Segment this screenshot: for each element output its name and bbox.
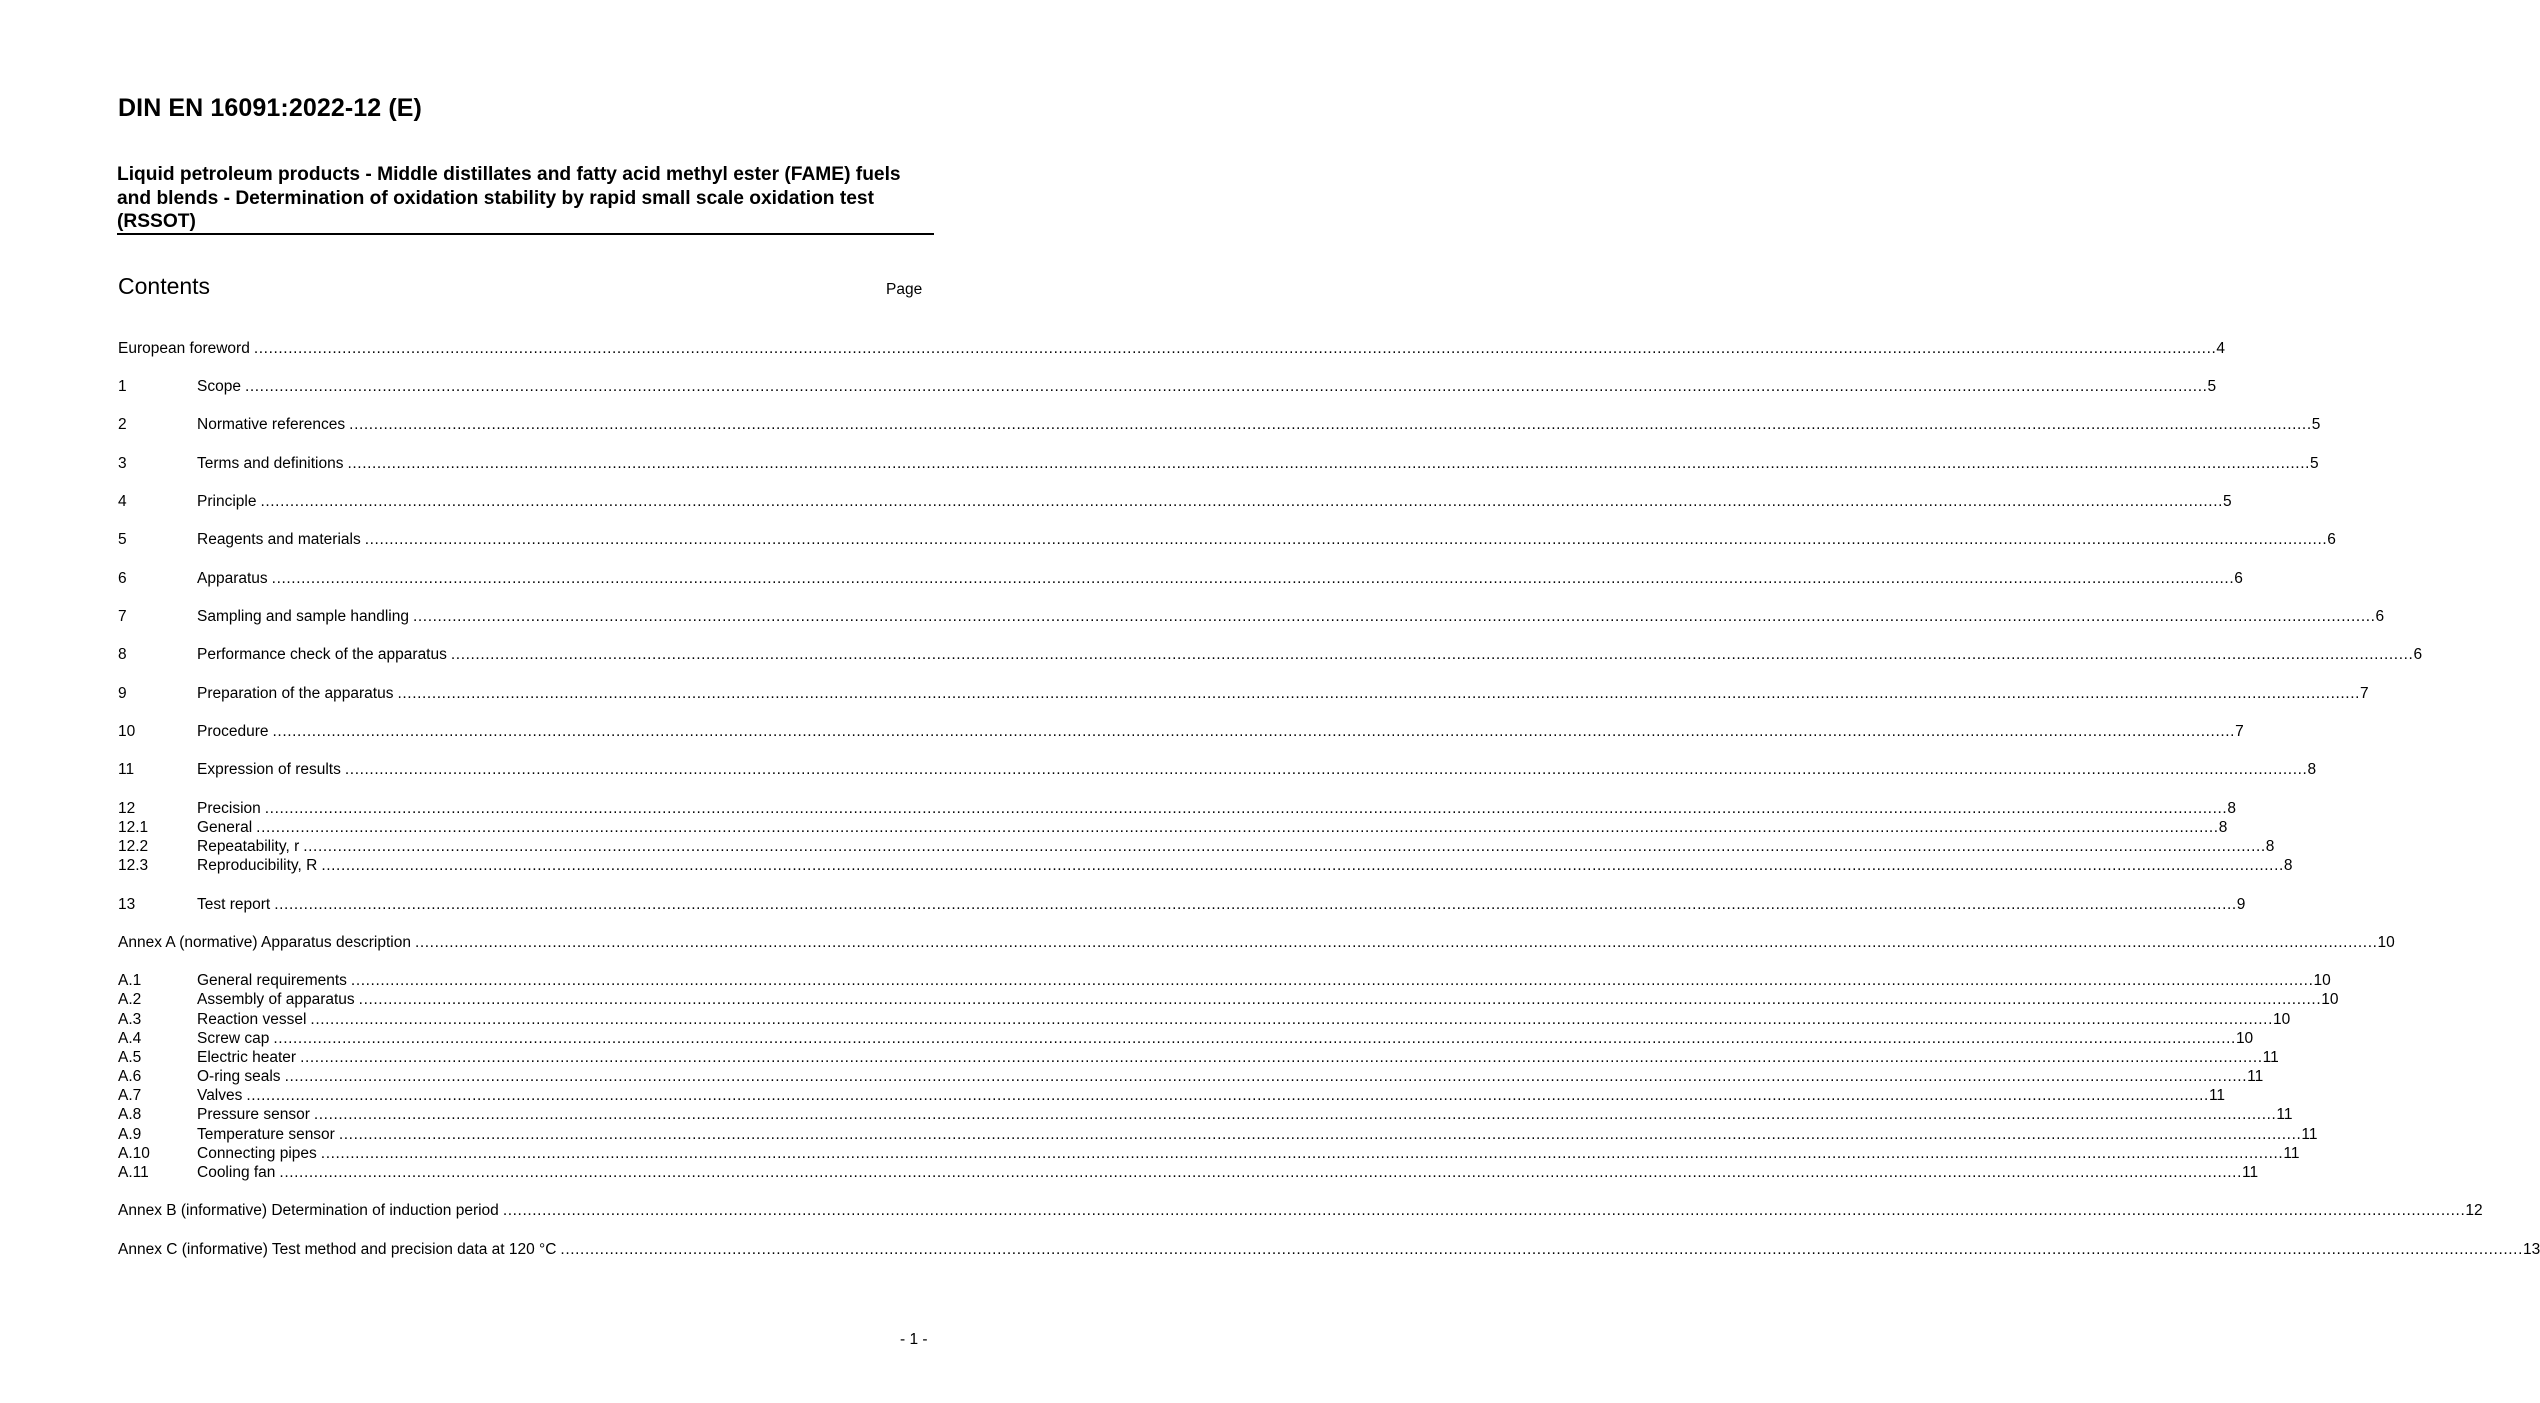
toc-entry-page: 11 <box>2283 1145 2300 1162</box>
toc-entry[interactable] <box>118 530 2336 550</box>
toc-entry[interactable] <box>118 1144 2300 1164</box>
toc-entry-number: 11 <box>118 761 135 778</box>
toc-dot-leader: ................................................................................................................................................................................................................................................................................................................................................................................................................ <box>279 1164 2242 1181</box>
toc-dot-leader: ................................................................................................................................................................................................................................................................................................................................................................................................................ <box>397 685 2361 702</box>
toc-dot-leader: ................................................................................................................................................................................................................................................................................................................................................................................................................ <box>338 1126 2302 1143</box>
toc-entry-page: 6 <box>2413 646 2423 663</box>
toc-entry-title: Annex B (informative) Determination of induction period <box>118 1202 499 1219</box>
toc-entry-title: Normative references <box>197 416 346 433</box>
toc-entry-page: 11 <box>2301 1126 2318 1143</box>
toc-entry-page: 7 <box>2360 685 2369 702</box>
toc-entry-page: 10 <box>2272 1011 2291 1028</box>
toc-entry-number: A.3 <box>118 1011 142 1028</box>
toc-dot-leader: ................................................................................................................................................................................................................................................................................................................................................................................................................ <box>272 723 2236 740</box>
toc-entry[interactable] <box>118 1105 2293 1125</box>
title-divider <box>117 233 934 235</box>
toc-entry[interactable] <box>118 684 2369 704</box>
toc-entry-number: A.7 <box>118 1087 142 1104</box>
toc-dot-leader: ................................................................................................................................................................................................................................................................................................................................................................................................................ <box>273 1030 2236 1047</box>
toc-entry[interactable] <box>118 1029 2254 1049</box>
toc-entry-title: Procedure <box>197 723 269 740</box>
toc-entry-page: 4 <box>2216 340 2226 357</box>
toc-entry-number: A.1 <box>118 972 142 989</box>
toc-dot-leader: ................................................................................................................................................................................................................................................................................................................................................................................................................ <box>502 1202 2466 1219</box>
toc-entry[interactable] <box>118 1010 2291 1030</box>
toc-entry-page: 9 <box>2236 896 2246 913</box>
toc-entry-title: Reproducibility, R <box>197 857 318 874</box>
toc-entry-number: A.10 <box>118 1145 150 1162</box>
toc-entry[interactable] <box>118 1201 2483 1221</box>
toc-entry-page: 11 <box>2262 1049 2279 1066</box>
toc-entry-page: 10 <box>2377 934 2395 951</box>
toc-entry-number: 12.3 <box>118 857 149 874</box>
toc-entry[interactable] <box>118 1125 2318 1145</box>
toc-entry-title: Annex A (normative) Apparatus description <box>118 934 411 951</box>
toc-entry-page: 10 <box>2313 972 2331 989</box>
toc-dot-leader: ................................................................................................................................................................................................................................................................................................................................................................................................................ <box>450 646 2414 663</box>
toc-entry-number: 6 <box>118 570 127 587</box>
toc-dot-leader: ................................................................................................................................................................................................................................................................................................................................................................................................................ <box>300 1049 2263 1066</box>
toc-dot-leader: ................................................................................................................................................................................................................................................................................................................................................................................................................ <box>313 1106 2277 1123</box>
toc-entry-title: Expression of results <box>197 761 341 778</box>
toc-entry-page: 6 <box>2234 570 2243 587</box>
toc-dot-leader: ................................................................................................................................................................................................................................................................................................................................................................................................................ <box>274 896 2237 913</box>
toc-entry-number: 2 <box>118 416 127 433</box>
toc-entry-number: 12.1 <box>118 819 149 836</box>
toc-entry[interactable] <box>118 607 2385 627</box>
toc-dot-leader: ................................................................................................................................................................................................................................................................................................................................................................................................................ <box>246 1087 2209 1104</box>
toc-entry[interactable] <box>118 339 2226 359</box>
toc-entry-page: 5 <box>2310 455 2319 472</box>
toc-entry[interactable] <box>118 1240 2540 1260</box>
toc-dot-leader: ................................................................................................................................................................................................................................................................................................................................................................................................................ <box>260 493 2224 510</box>
toc-entry-number: 7 <box>118 608 127 625</box>
toc-dot-leader: ................................................................................................................................................................................................................................................................................................................................................................................................................ <box>344 761 2308 778</box>
toc-dot-leader: ................................................................................................................................................................................................................................................................................................................................................................................................................ <box>349 416 2312 433</box>
toc-entry[interactable] <box>118 492 2232 512</box>
toc-entry-number: 3 <box>118 455 127 472</box>
toc-entry-title: General requirements <box>197 972 347 989</box>
toc-entry-title: Principle <box>197 493 257 510</box>
toc-dot-leader: ................................................................................................................................................................................................................................................................................................................................................................................................................ <box>256 819 2219 836</box>
toc-entry-number: A.2 <box>118 991 142 1008</box>
toc-entry-page: 6 <box>2375 608 2385 625</box>
toc-entry[interactable] <box>118 971 2331 991</box>
toc-entry-page: 5 <box>2311 416 2321 433</box>
toc-entry-title: Electric heater <box>197 1049 297 1066</box>
toc-entry-number: 8 <box>118 646 127 663</box>
toc-dot-leader: ................................................................................................................................................................................................................................................................................................................................................................................................................ <box>320 1145 2284 1162</box>
toc-dot-leader: ................................................................................................................................................................................................................................................................................................................................................................................................................ <box>347 455 2311 472</box>
toc-entry-title: Reaction vessel <box>197 1011 307 1028</box>
toc-entry-number: 12 <box>118 800 136 817</box>
document-title: Liquid petroleum products - Middle distillates and fatty acid methyl ester (FAME) fuels and blends - Determination of oxidation stability by rapid small scale oxidation test (RSSOT) <box>117 164 901 233</box>
toc-entry-title: Apparatus <box>197 570 268 587</box>
toc-entry[interactable] <box>118 856 2293 876</box>
toc-entry-page: 8 <box>2283 857 2293 874</box>
toc-entry[interactable] <box>118 1163 2259 1183</box>
toc-entry-number: A.5 <box>118 1049 142 1066</box>
toc-entry[interactable] <box>118 1048 2279 1068</box>
toc-entry-title: Terms and definitions <box>197 455 344 472</box>
toc-entry-page: 7 <box>2235 723 2244 740</box>
toc-entry-title: Preparation of the apparatus <box>197 685 394 702</box>
toc-entry[interactable] <box>118 895 2246 915</box>
page-number: - 1 - <box>900 1331 928 1348</box>
toc-entry-number: 1 <box>118 378 127 395</box>
toc-entry-title: Annex C (informative) Test method and precision data at 120 °C <box>118 1241 557 1258</box>
toc-entry-number: A.11 <box>118 1164 149 1181</box>
toc-entry-title: Cooling fan <box>197 1164 276 1181</box>
document-id: DIN EN 16091:2022-12 (E) <box>118 94 422 122</box>
toc-entry-page: 8 <box>2227 800 2236 817</box>
toc-entry-number: 9 <box>118 685 127 702</box>
toc-entry-title: Sampling and sample handling <box>197 608 409 625</box>
toc-entry-page: 11 <box>2208 1087 2226 1104</box>
toc-dot-leader: ................................................................................................................................................................................................................................................................................................................................................................................................................ <box>414 934 2378 951</box>
toc-entry-title: O-ring seals <box>197 1068 281 1085</box>
toc-entry-page: 8 <box>2307 761 2317 778</box>
toc-entry-title: Repeatability, r <box>197 838 300 855</box>
toc-entry-page: 6 <box>2327 531 2336 548</box>
toc-entry-page: 12 <box>2465 1202 2483 1219</box>
toc-dot-leader: ................................................................................................................................................................................................................................................................................................................................................................................................................ <box>364 531 2328 548</box>
toc-entry-title: Assembly of apparatus <box>197 991 355 1008</box>
toc-entry[interactable] <box>118 990 2339 1010</box>
toc-entry[interactable] <box>118 799 2236 819</box>
toc-entry-title: Valves <box>197 1087 243 1104</box>
toc-entry-number: A.6 <box>118 1068 142 1085</box>
toc-entry-page: 10 <box>2321 991 2339 1008</box>
toc-entry-title: Scope <box>197 378 241 395</box>
toc-entry-page: 8 <box>2265 838 2275 855</box>
toc-entry-page: 10 <box>2235 1030 2254 1047</box>
toc-dot-leader: ................................................................................................................................................................................................................................................................................................................................................................................................................ <box>321 857 2284 874</box>
toc-dot-leader: ................................................................................................................................................................................................................................................................................................................................................................................................................ <box>264 800 2228 817</box>
toc-dot-leader: ................................................................................................................................................................................................................................................................................................................................................................................................................ <box>310 1011 2273 1028</box>
toc-entry[interactable] <box>118 1067 2264 1087</box>
toc-entry[interactable] <box>118 569 2243 589</box>
toc-entry[interactable] <box>118 837 2275 857</box>
toc-entry[interactable] <box>118 818 2228 838</box>
toc-dot-leader: ................................................................................................................................................................................................................................................................................................................................................................................................................ <box>303 838 2266 855</box>
page-column-label: Page <box>886 281 923 298</box>
toc-entry-page: 5 <box>2223 493 2232 510</box>
toc-entry-page: 13 <box>2522 1241 2540 1258</box>
toc-dot-leader: ................................................................................................................................................................................................................................................................................................................................................................................................................ <box>284 1068 2248 1085</box>
toc-entry-number: 5 <box>118 531 127 548</box>
toc-entry[interactable] <box>118 722 2244 742</box>
toc-entry-page: 8 <box>2218 819 2228 836</box>
toc-entry[interactable] <box>118 454 2319 474</box>
toc-dot-leader: ................................................................................................................................................................................................................................................................................................................................................................................................................ <box>560 1241 2523 1258</box>
toc-entry-page: 11 <box>2241 1164 2259 1181</box>
toc-dot-leader: ................................................................................................................................................................................................................................................................................................................................................................................................................ <box>253 340 2217 357</box>
toc-entry-page: 11 <box>2247 1068 2264 1085</box>
toc-entry-title: Temperature sensor <box>197 1126 335 1143</box>
toc-entry-number: A.8 <box>118 1106 142 1123</box>
toc-entry-number: 13 <box>118 896 136 913</box>
toc-entry-number: 12.2 <box>118 838 149 855</box>
toc-entry-title: Precision <box>197 800 261 817</box>
toc-entry-title: Reagents and materials <box>197 531 361 548</box>
contents-heading: Contents <box>118 273 211 299</box>
toc-entry-title: Performance check of the apparatus <box>197 646 447 663</box>
toc-entry-number: 4 <box>118 493 127 510</box>
toc-entry-title: European foreword <box>118 340 250 357</box>
toc-entry[interactable] <box>118 933 2395 953</box>
toc-entry-title: Pressure sensor <box>197 1106 310 1123</box>
toc-dot-leader: ................................................................................................................................................................................................................................................................................................................................................................................................................ <box>271 570 2235 587</box>
toc-entry[interactable] <box>118 415 2321 435</box>
toc-entry-number: 10 <box>118 723 136 740</box>
toc-entry-number: A.4 <box>118 1030 142 1047</box>
toc-entry-page: 11 <box>2276 1106 2293 1123</box>
toc-entry[interactable] <box>118 760 2317 780</box>
toc-entry-number: A.9 <box>118 1126 142 1143</box>
toc-dot-leader: ................................................................................................................................................................................................................................................................................................................................................................................................................ <box>358 991 2322 1008</box>
toc-entry-page: 5 <box>2207 378 2217 395</box>
toc-entry[interactable] <box>118 377 2217 397</box>
toc-entry[interactable] <box>118 1086 2226 1106</box>
toc-entry-title: Connecting pipes <box>197 1145 317 1162</box>
toc-dot-leader: ................................................................................................................................................................................................................................................................................................................................................................................................................ <box>412 608 2376 625</box>
toc-entry-title: General <box>197 819 253 836</box>
toc-entry[interactable] <box>118 645 2423 665</box>
toc-entry-title: Screw cap <box>197 1030 270 1047</box>
toc-dot-leader: ................................................................................................................................................................................................................................................................................................................................................................................................................ <box>350 972 2314 989</box>
toc-dot-leader: ................................................................................................................................................................................................................................................................................................................................................................................................................ <box>244 378 2208 395</box>
toc-entry-title: Test report <box>197 896 271 913</box>
